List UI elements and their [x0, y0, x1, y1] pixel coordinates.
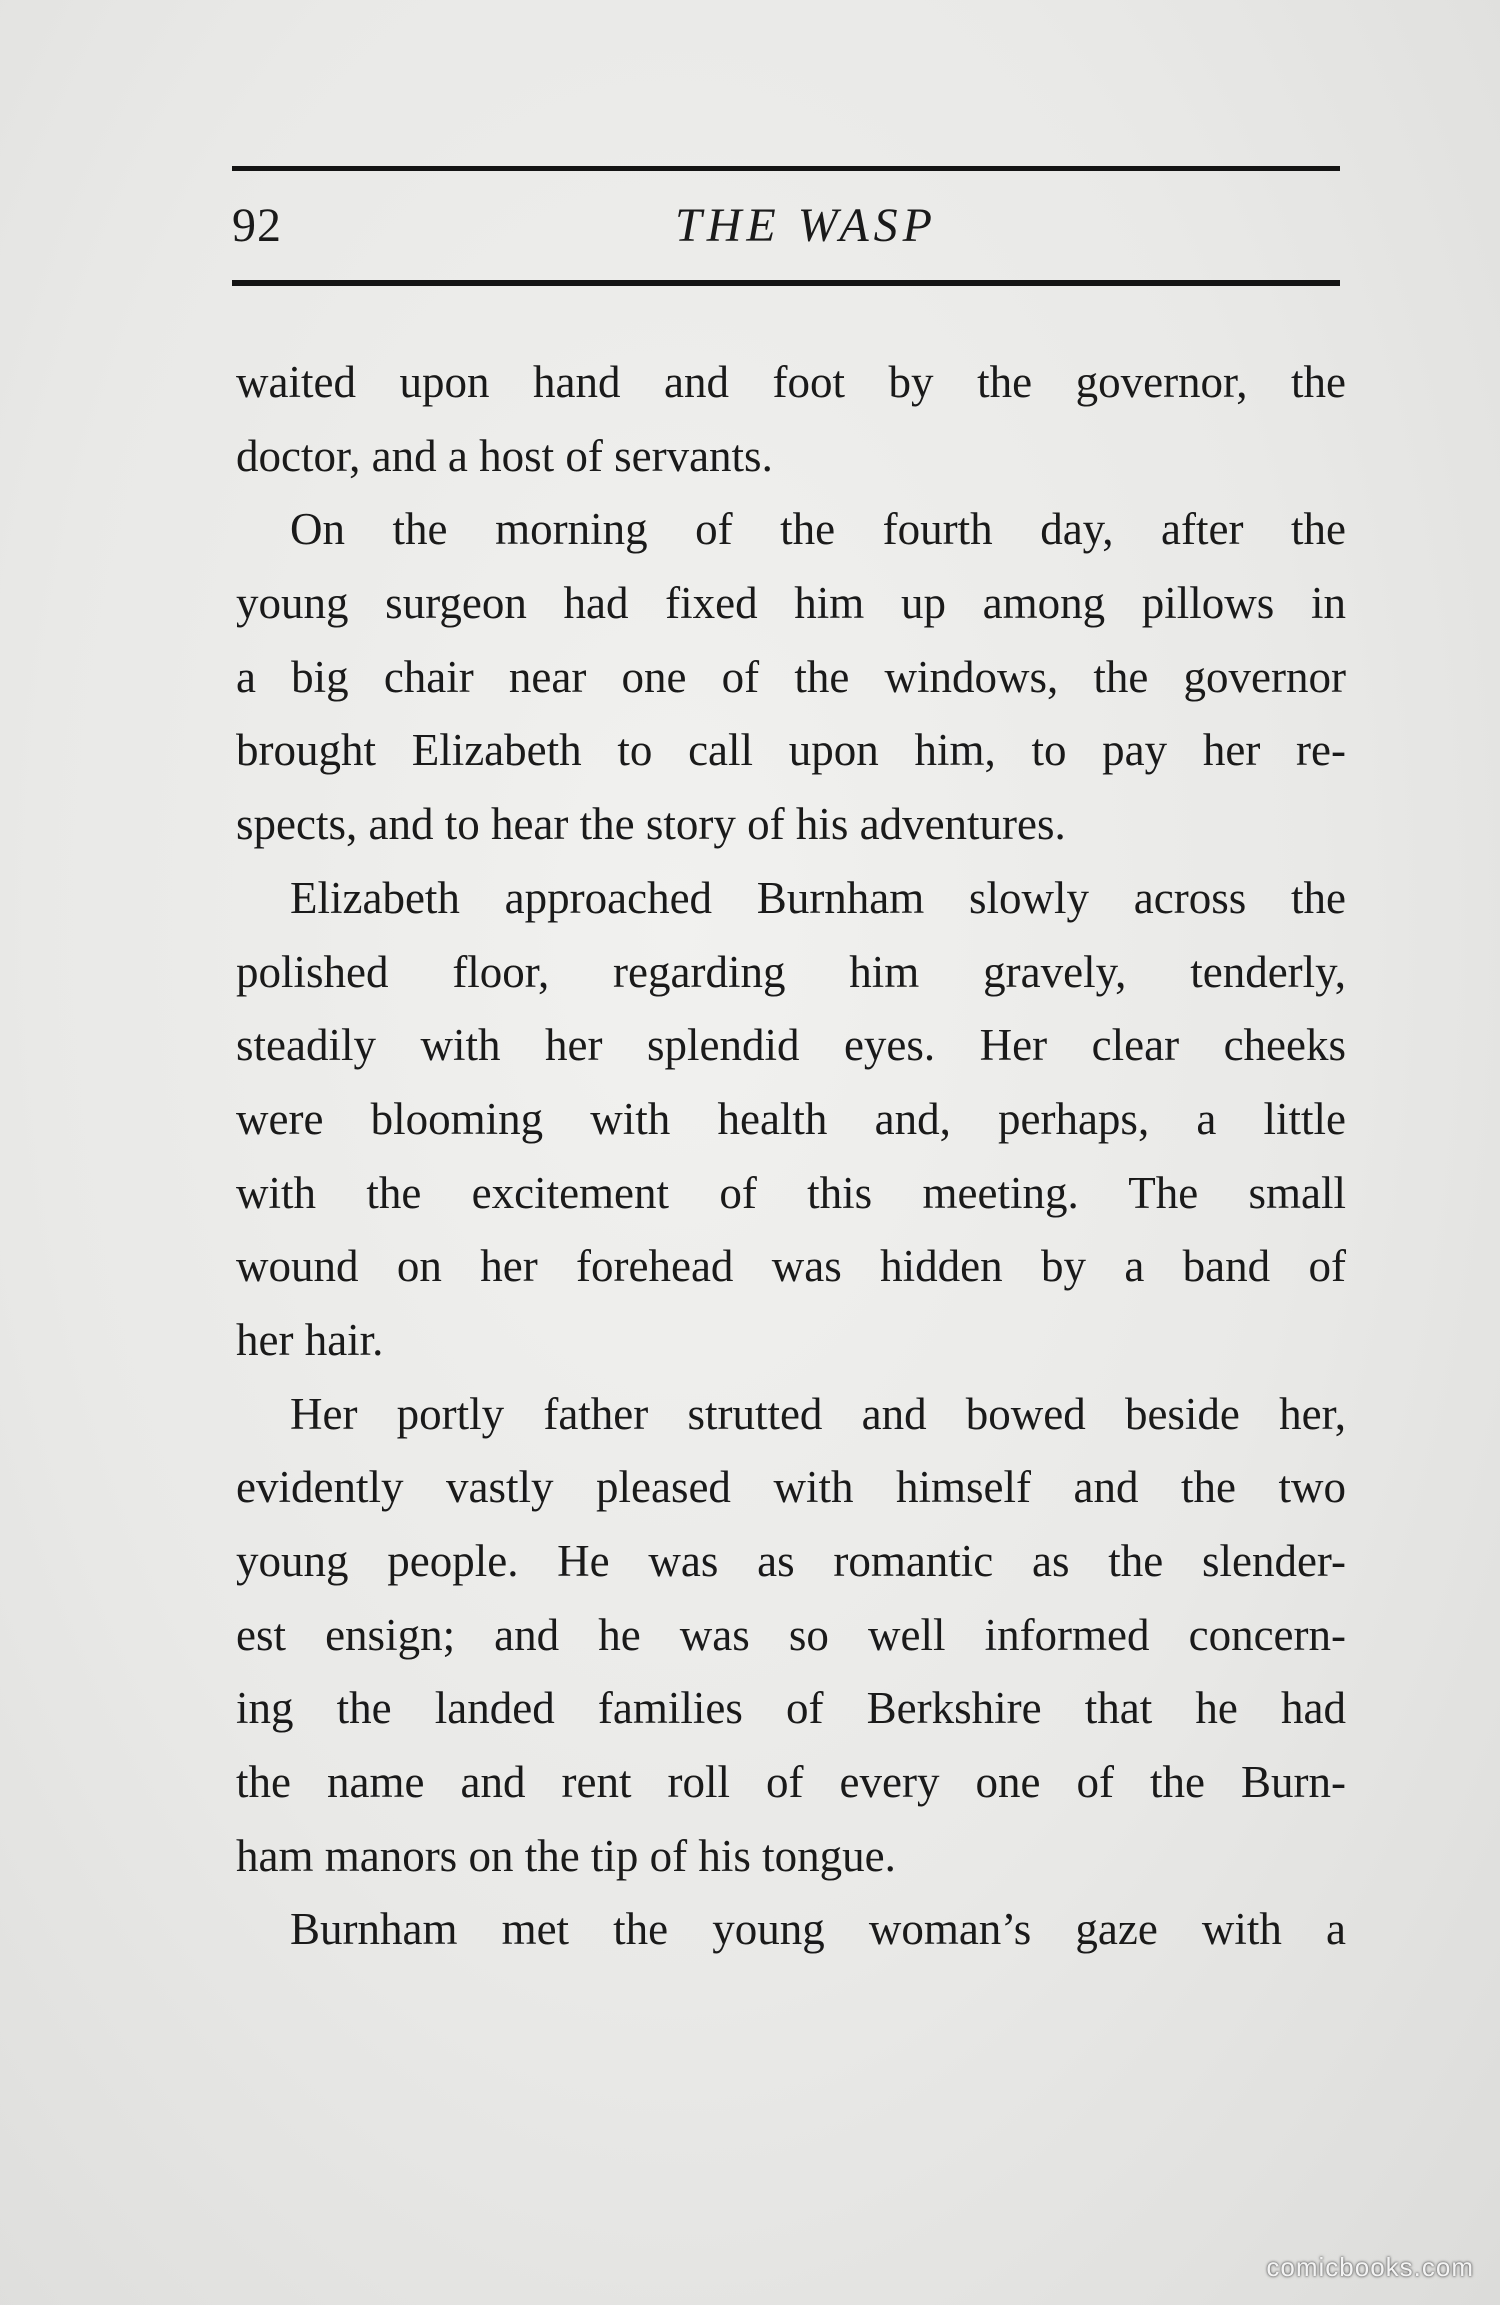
text-line: steadily with her splendid eyes. Her clear cheeks [236, 1020, 1346, 1071]
text-line: her hair. [236, 1314, 384, 1365]
text-line: Her portly father strutted and bowed beside her, [290, 1388, 1346, 1439]
text-line: the name and rent roll of every one of the Burn- [236, 1757, 1346, 1808]
header-bottom-rule [232, 280, 1340, 286]
text-line: young people. He was as romantic as the slender- [236, 1536, 1346, 1586]
text-line: wound on her forehead was hidden by a band of [236, 1241, 1346, 1292]
text-line: est ensign; and he was so well informed concern- [236, 1609, 1346, 1660]
text-line: polished floor, regarding him gravely, tenderly, [236, 946, 1346, 997]
text-line: On the morning of the fourth day, after the [290, 504, 1346, 555]
text-line: doctor, and a host of servants. [236, 430, 773, 481]
body-text [236, 346, 1346, 1967]
text-line: were blooming with health and, perhaps, a little [236, 1093, 1346, 1144]
page-number: 92 [232, 199, 282, 252]
text-line: with the excitement of this meeting. The small [236, 1167, 1346, 1218]
text-line: spects, and to hear the story of his adventures. [236, 799, 1066, 850]
text-line: young surgeon had fixed him up among pillows in [236, 578, 1346, 629]
text-line: brought Elizabeth to call upon him, to pay her re- [236, 725, 1346, 776]
text-line: Burnham met the young woman’s gaze with a [290, 1904, 1346, 1955]
book-title: THE WASP [675, 199, 937, 252]
header-top-rule [232, 166, 1340, 171]
text-line: ham manors on the tip of his tongue. [236, 1830, 896, 1881]
text-line: a big chair near one of the windows, the governor [236, 651, 1346, 702]
text-line: waited upon hand and foot by the governor, the [236, 357, 1346, 407]
text-line: ing the landed families of Berkshire that he had [236, 1683, 1346, 1734]
text-line: evidently vastly pleased with himself and the two [236, 1462, 1346, 1513]
running-head [232, 196, 1340, 256]
text-line: Elizabeth approached Burnham slowly across the [290, 872, 1346, 923]
watermark: comicbooks.com [1266, 2252, 1474, 2282]
